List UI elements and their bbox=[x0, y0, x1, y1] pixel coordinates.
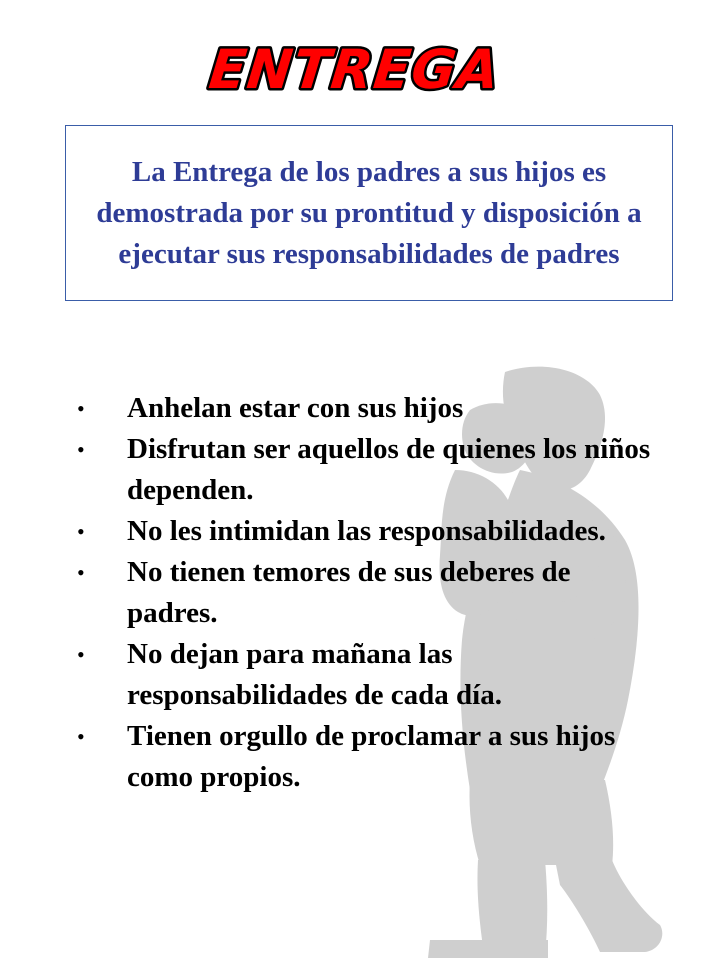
list-item bbox=[75, 429, 655, 511]
list-item bbox=[75, 388, 655, 429]
bullet-icon: • bbox=[77, 437, 85, 462]
list-item-text: No dejan para mañana las responsabilidades de cada día. bbox=[127, 638, 502, 711]
list-item-text: No tienen temores de sus deberes de padres. bbox=[127, 556, 571, 629]
list-item bbox=[75, 511, 655, 552]
list-item-text: Disfrutan ser aquellos de quienes los niños dependen. bbox=[127, 433, 651, 506]
list-item-text: No les intimidan las responsabilidades. bbox=[127, 515, 606, 547]
page-title bbox=[200, 18, 520, 108]
intro-box bbox=[65, 125, 673, 301]
bullet-list bbox=[75, 388, 655, 798]
list-item bbox=[75, 634, 655, 716]
bullet-icon: • bbox=[77, 396, 85, 421]
list-item-text: Anhelan estar con sus hijos bbox=[127, 392, 464, 424]
list-item bbox=[75, 716, 655, 798]
bullet-icon: • bbox=[77, 519, 85, 544]
list-item bbox=[75, 552, 655, 634]
bullet-icon: • bbox=[77, 560, 85, 585]
list-item-text: Tienen orgullo de proclamar a sus hijos como propios. bbox=[127, 720, 616, 793]
bullet-icon: • bbox=[77, 642, 85, 667]
title-text: ENTREGA bbox=[206, 38, 504, 101]
bullet-icon: • bbox=[77, 724, 85, 749]
intro-text: La Entrega de los padres a sus hijos es demostrada por su prontitud y disposición a ejecutar sus responsabilidades de padres bbox=[96, 155, 642, 270]
